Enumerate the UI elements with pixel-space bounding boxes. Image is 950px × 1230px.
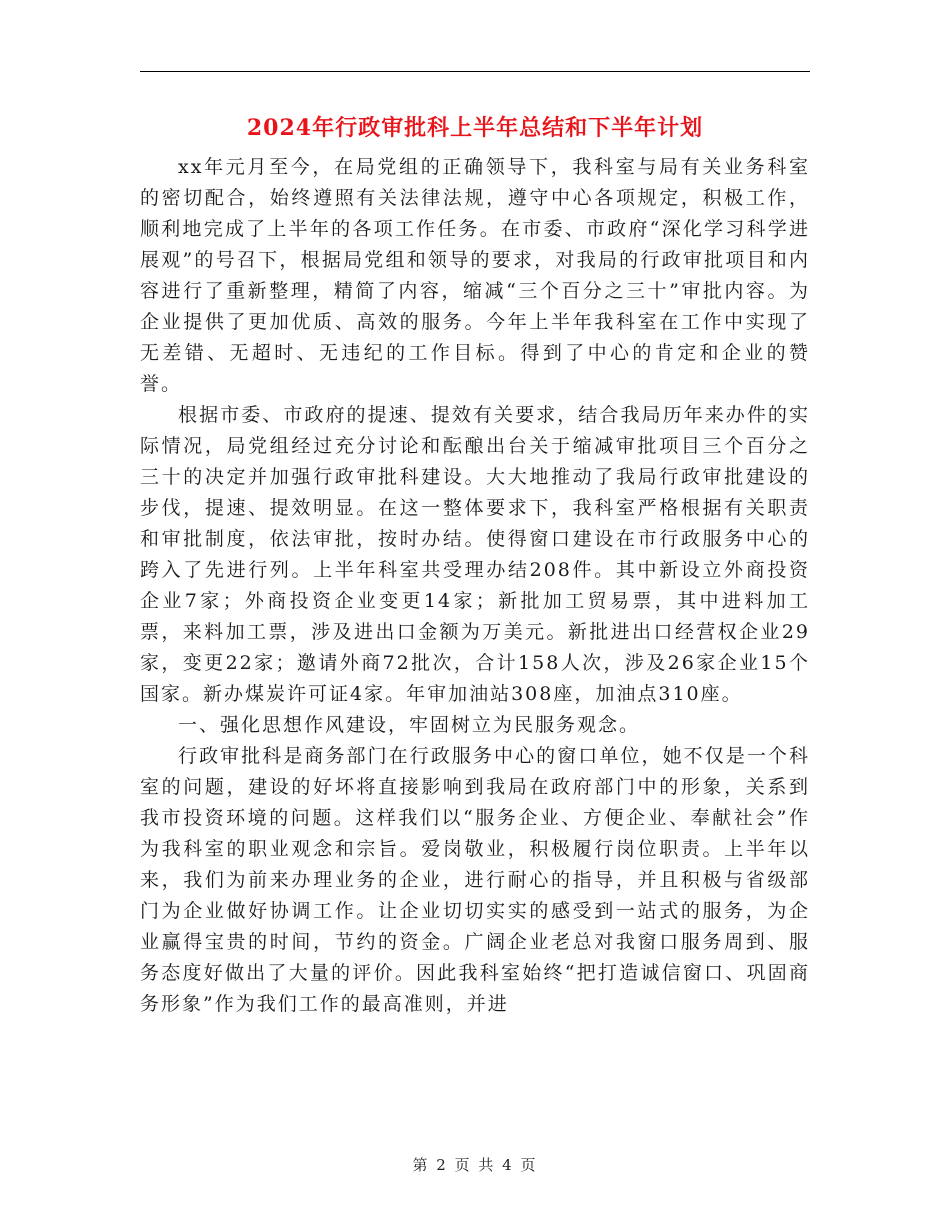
- paragraph-achievements: 根据市委、市政府的提速、提效有关要求，结合我局历年来办件的实际情况，局党组经过充分讨论和酝酿出台关于缩减审批项目三个百分之三十的决定并加强行政审批科建设。大大地推动了我局行政审批建设的步伐，提速、提效明显。在这一整体要求下，我科室严格根据有关职责和审批制度，依法审批，按时办结。使得窗口建设在市行政服务中心的跨入了先进行列。上半年科室共受理办结208件。其中新设立外商投资企业7家；外商投资企业变更14家；新批加工贸易票，其中进料加工票，来料加工票，涉及进出口金额为万美元。新批进出口经营权企业29家，变更22家；邀请外商72批次，合计158人次，涉及26家企业15个国家。新办煤炭许可证4家。年审加油站308座，加油点310座。: [140, 404, 810, 705]
- header-rule: [140, 71, 810, 72]
- paragraph-service: 行政审批科是商务部门在行政服务中心的窗口单位，她不仅是一个科室的问题，建设的好坏将直接影响到我局在政府部门中的形象，关系到我市投资环境的问题。这样我们以“服务企业、方便企业、奉献社会”作为我科室的职业观念和宗旨。爱岗敬业，积极履行岗位职责。上半年以来，我们为前来办理业务的企业，进行耐心的指导，并且积极与省级部门为企业做好协调工作。让企业切切实实的感受到一站式的服务，为企业赢得宝贵的时间，节约的资金。广阔企业老总对我窗口服务周到、服务态度好做出了大量的评价。因此我科室始终“把打造诚信窗口、巩固商务形象”作为我们工作的最高准则，并进: [140, 745, 810, 1015]
- document-title: 2024年行政审批科上半年总结和下半年计划: [246, 115, 704, 141]
- section-heading-1: 一、强化思想作风建设，牢固树立为民服务观念。: [178, 714, 641, 736]
- document-body: [140, 152, 810, 1020]
- paragraph-intro: xx年元月至今，在局党组的正确领导下，我科室与局有关业务科室的密切配合，始终遵照有关法律法规，遵守中心各项规定，积极工作，顺利地完成了上半年的各项工作任务。在市委、市政府“深化学习科学进展观”的号召下，根据局党组和领导的要求，对我局的行政审批项目和内容进行了重新整理，精简了内容，缩减“三个百分之三十”审批内容。为企业提供了更加优质、高效的服务。今年上半年我科室在工作中实现了无差错、无超时、无违纪的工作目标。得到了中心的肯定和企业的赞誉。: [140, 156, 810, 395]
- page-number: 第 2 页 共 4 页: [412, 1156, 538, 1174]
